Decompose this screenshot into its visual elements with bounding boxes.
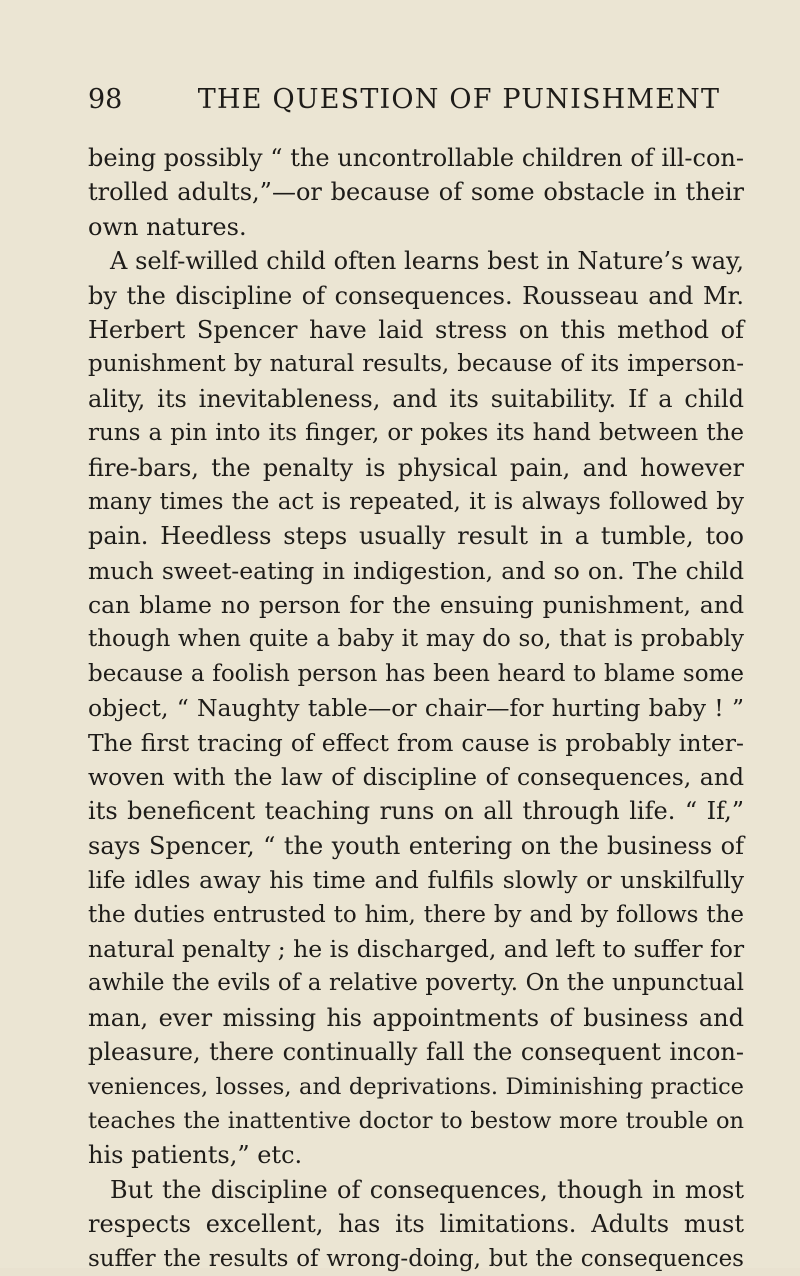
text-line: says Spencer, “ the youth entering on the business of — [88, 831, 744, 860]
text-line: woven with the law of discipline of consequences, and — [88, 763, 744, 792]
text-line: punishment by natural results, because of its imperson- — [88, 351, 744, 378]
text-line: pleasure, there continually fall the consequent incon- — [88, 1038, 744, 1067]
text-line: The first tracing of effect from cause is probably inter- — [88, 728, 744, 757]
text-line: many times the act is repeated, it is always followed by — [88, 488, 744, 515]
text-line: its beneficent teaching runs on all through life. “ If,” — [88, 797, 744, 826]
text-line: because a foolish person has been heard to blame some — [88, 660, 744, 687]
text-line: the duties entrusted to him, there by and by follows the — [88, 901, 744, 928]
text-line: But the discipline of consequences, though in most — [110, 1175, 744, 1204]
running-title: THE QUESTION OF PUNISHMENT — [197, 84, 721, 115]
text-line: veniences, losses, and deprivations. Diminishing practice — [88, 1073, 744, 1100]
text-line: his patients,” etc. — [88, 1141, 303, 1170]
body-text — [88, 141, 744, 1276]
text-line: much sweet-eating in indigestion, and so on. The child — [88, 556, 744, 585]
text-line: respects excellent, has its limitations. Adults must — [88, 1210, 744, 1239]
text-line: fire-bars, the penalty is physical pain, and however — [88, 453, 744, 482]
page-header — [88, 80, 740, 120]
text-line: object, “ Naughty table—or chair—for hurting baby ! ” — [88, 694, 744, 723]
text-line: though when quite a baby it may do so, that is probably — [88, 626, 744, 653]
text-line: ality, its inevitableness, and its suitability. If a child — [88, 384, 744, 413]
text-line: awhile the evils of a relative poverty. On the unpunctual — [88, 970, 744, 997]
text-line: Herbert Spencer have laid stress on this method of — [88, 315, 744, 344]
text-line: teaches the inattentive doctor to bestow more trouble on — [88, 1107, 744, 1134]
text-line: can blame no person for the ensuing punishment, and — [88, 591, 744, 620]
text-line: runs a pin into its finger, or pokes its hand between the — [88, 420, 744, 447]
text-line: natural penalty ; he is discharged, and left to suffer for — [88, 934, 745, 963]
text-line: own natures. — [88, 212, 247, 241]
text-line: pain. Heedless steps usually result in a tumble, too — [88, 522, 744, 551]
text-line: suffer the results of wrong-doing, but the consequences — [88, 1245, 744, 1272]
text-line: A self-willed child often learns best in Nature’s way, — [110, 247, 744, 276]
text-line: by the discipline of consequences. Rousseau and Mr. — [88, 281, 744, 310]
text-line: trolled adults,”—or because of some obstacle in their — [88, 178, 744, 207]
text-line: life idles away his time and fulfils slowly or unskilfully — [88, 866, 744, 895]
page-number: 98 — [88, 84, 123, 115]
text-line: man, ever missing his appointments of business and — [88, 1003, 744, 1032]
text-line: being possibly “ the uncontrollable children of ill-con- — [88, 144, 744, 172]
